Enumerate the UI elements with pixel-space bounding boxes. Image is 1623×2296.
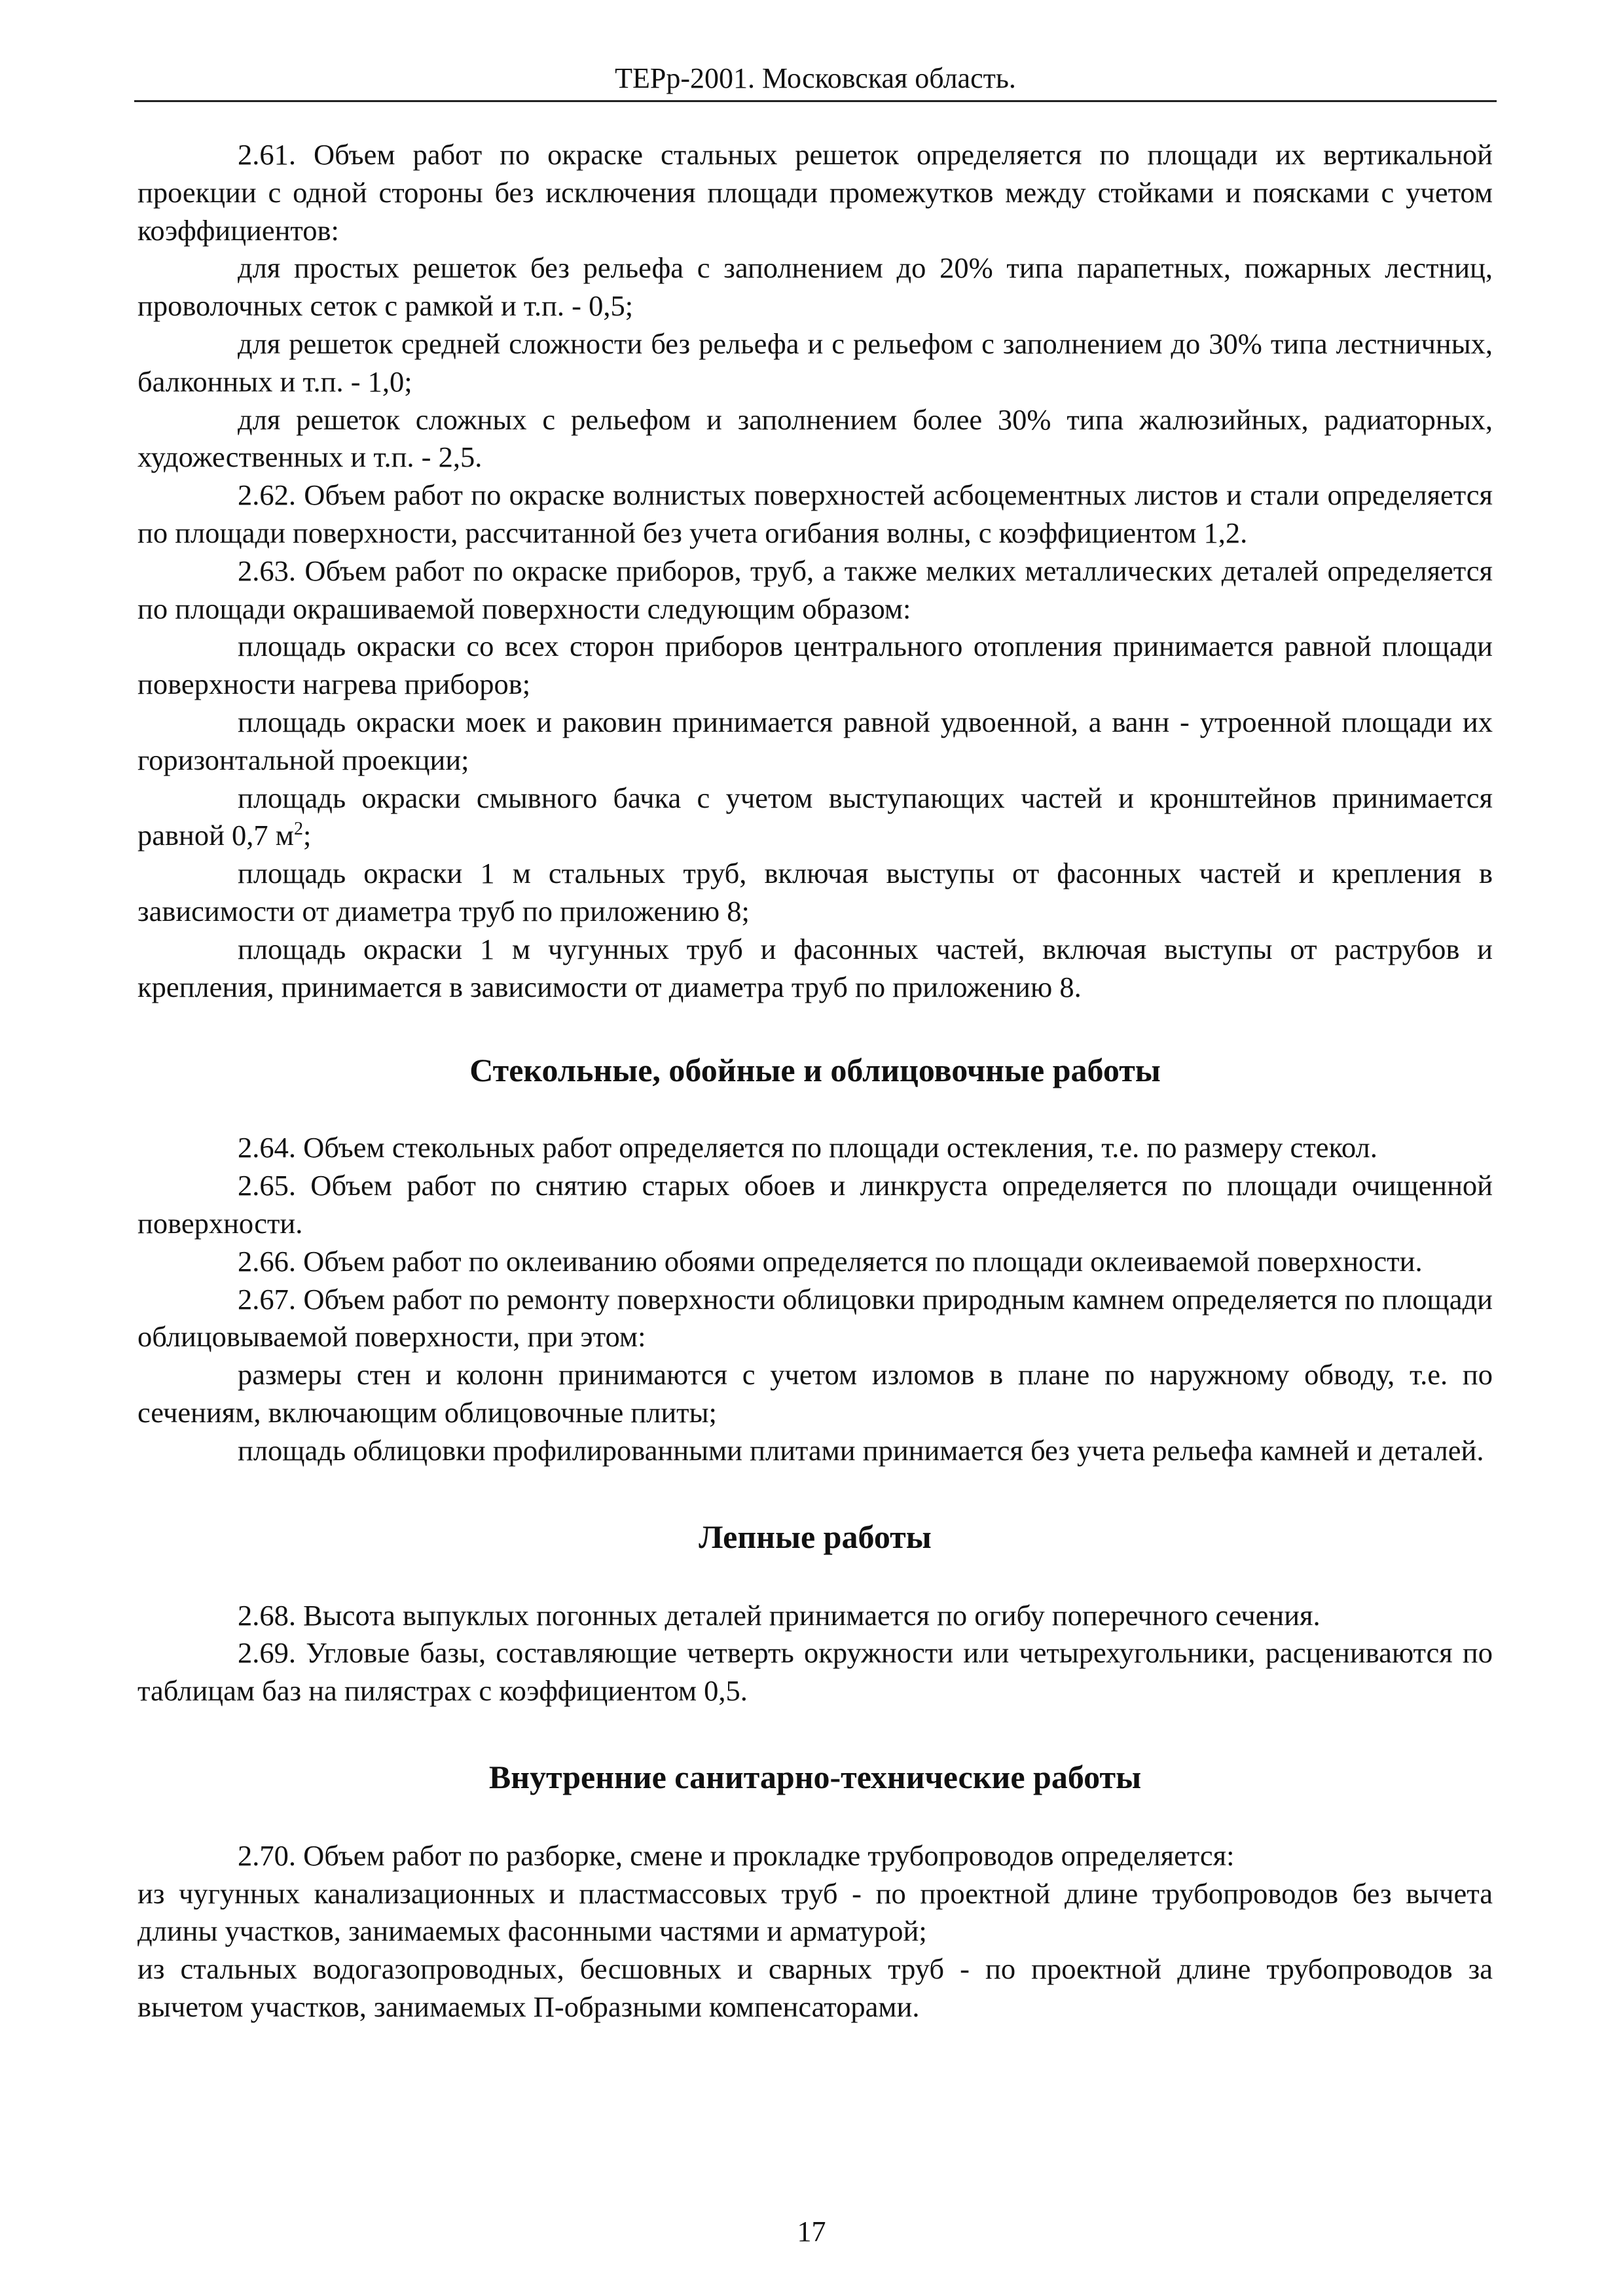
paragraph-2-61-medium-grilles: для решеток средней сложности без рельефа и с рельефом с заполнением до 30% типа лестничных, балконных и т.п. - 1,0; — [137, 327, 1493, 398]
paragraph-2-67: 2.67. Объем работ по ремонту поверхности облицовки природным камнем определяется по площади облицовываемой поверхности, при этом: — [137, 1282, 1493, 1354]
paragraph-2-63-steel-pipes: площадь окраски 1 м стальных труб, включая выступы от фасонных частей и крепления в зависимости от диаметра труб по приложению 8; — [137, 857, 1493, 927]
header-divider — [134, 100, 1497, 102]
paragraph-2-61-complex-grilles: для решеток сложных с рельефом и заполнением более 30% типа жалюзийных, радиаторных, художественных и т.п. - 2,5. — [137, 403, 1493, 474]
paragraph-2-63: 2.63. Объем работ по окраске приборов, труб, а также мелких металлических деталей определяется по площади окрашиваемой поверхности следующим образом: — [137, 554, 1493, 625]
paragraph-2-62: 2.62. Объем работ по окраске волнистых поверхностей асбоцементных листов и стали определяется по площади поверхности, рассчитанной без учета огибания волны, с коэффициентом 1,2. — [137, 478, 1493, 549]
paragraph-2-70-steel: из стальных водогазопроводных, бесшовных и сварных труб - по проектной длине трубопроводов за вычетом участков, занимаемых П-образными компенсаторами. — [137, 1952, 1493, 2024]
paragraph-2-66: 2.66. Объем работ по оклеиванию обоями определяется по площади оклеиваемой поверхности. — [238, 1244, 1423, 1278]
square-superscript: 2 — [293, 819, 303, 840]
paragraph-2-63-flush-tank — [137, 780, 1493, 855]
paragraph-2-63-sinks-baths: площадь окраски моек и раковин принимается равной удвоенной, а ванн - утроенной площади их горизонтальной проекции; — [137, 705, 1493, 776]
paragraph-2-61: 2.61. Объем работ по окраске стальных решеток определяется по площади их вертикальной проекции с одной стороны без исключения площади промежутков между стойками и поясками с учетом коэффициентов: — [137, 138, 1493, 247]
section-heading-glass-wallpaper-facing: Стекольные, обойные и облицовочные работы — [469, 1052, 1161, 1089]
section-heading-stucco: Лепные работы — [699, 1518, 932, 1555]
paragraph-2-69: 2.69. Угловые базы, составляющие четверть окружности или четырехугольники, расцениваются по таблицам баз на пилястрах с коэффициентом 0,5. — [137, 1636, 1493, 1708]
paragraph-2-67-walls-columns: размеры стен и колонн принимаются с учетом изломов в плане по наружному обводу, т.е. по сечениям, включающим облицовочные плиты; — [137, 1358, 1493, 1429]
paragraph-2-68: 2.68. Высота выпуклых погонных деталей принимается по огибу поперечного сечения. — [238, 1598, 1321, 1632]
paragraph-2-61-simple-grilles: для простых решеток без рельефа с заполнением до 20% типа парапетных, пожарных лестниц, проволочных сеток с рамкой и т.п. - 0,5; — [137, 251, 1493, 323]
paragraph-2-63-cast-iron-pipes: площадь окраски 1 м чугунных труб и фасонных частей, включая выступы от раструбов и крепления, принимается в зависимости от диаметра труб по приложению 8. — [137, 932, 1493, 1003]
page-number: 17 — [797, 2215, 826, 2248]
running-header: ТЕРр-2001. Московская область. — [615, 62, 1016, 94]
paragraph-2-70-cast-iron-plastic: из чугунных канализационных и пластмассовых труб - по проектной длине трубопроводов без вычета длины участков, занимаемых фасонными частями и арматурой; — [137, 1876, 1493, 1948]
paragraph-2-67-profiled-plates: площадь облицовки профилированными плитами принимается без учета рельефа камней и деталей. — [238, 1433, 1484, 1467]
flush-tank-text: площадь окраски смывного бачка с учетом выступающих частей и кронштейнов принимается равной 0,7 м — [137, 781, 1493, 852]
flush-tank-end: ; — [302, 819, 312, 852]
paragraph-2-65: 2.65. Объем работ по снятию старых обоев и линкруста определяется по площади очищенной поверхности. — [137, 1169, 1493, 1240]
document-body — [137, 136, 1493, 2026]
paragraph-2-63-heating-devices: площадь окраски со всех сторон приборов центрального отопления принимается равной площади поверхности нагрева приборов; — [137, 630, 1493, 701]
paragraph-2-70: 2.70. Объем работ по разборке, смене и прокладке трубопроводов определяется: — [238, 1839, 1235, 1872]
paragraph-2-64: 2.64. Объем стекольных работ определяется по площади остекления, т.е. по размеру стекол. — [238, 1131, 1377, 1164]
section-heading-plumbing: Внутренние санитарно-технические работы — [488, 1758, 1142, 1795]
